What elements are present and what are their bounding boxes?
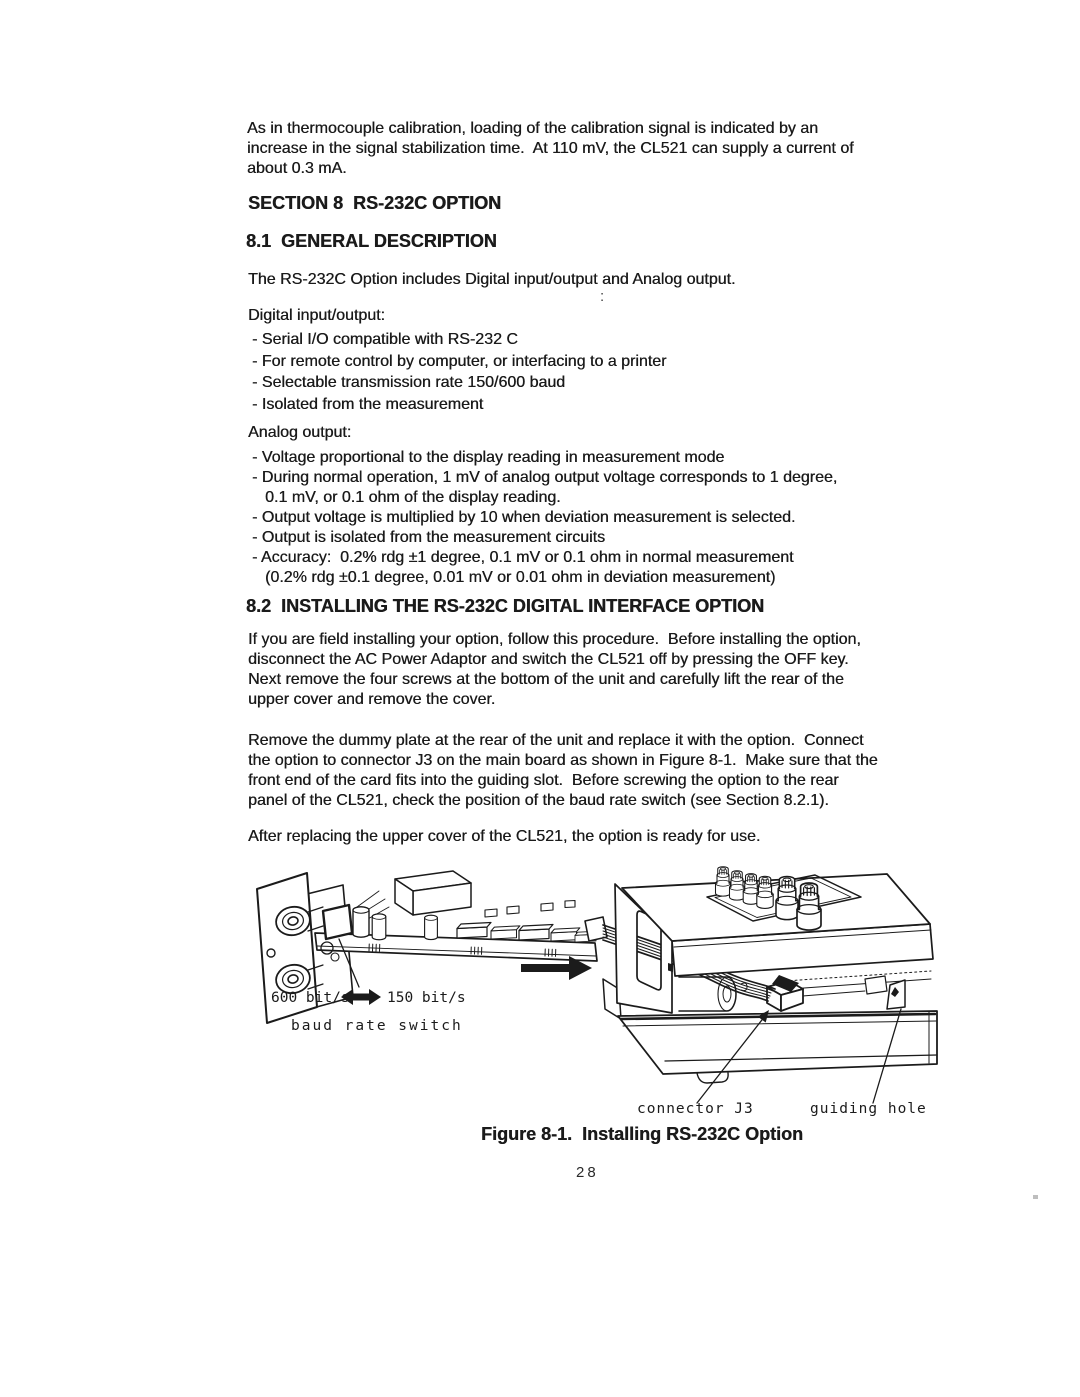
heading-8-1: 8.1 GENERAL DESCRIPTION xyxy=(246,231,497,251)
text-line: If you are field installing your option, follow this procedure. Before installing the option, xyxy=(248,631,861,648)
baud-rate-switch xyxy=(323,905,352,939)
unit-foot xyxy=(697,1073,728,1083)
list-item: - During normal operation, 1 mV of analog output voltage corresponds to 1 degree, xyxy=(252,469,838,486)
scan-artifact-colon: : xyxy=(600,288,605,305)
general-lead: The RS-232C Option includes Digital input/output and Analog output. xyxy=(248,271,736,288)
list-item-continuation: (0.2% rdg ±0.1 degree, 0.01 mV or 0.01 ohm in deviation measurement) xyxy=(265,569,776,586)
list-item: - Selectable transmission rate 150/600 baud xyxy=(252,374,566,391)
digital-io-list xyxy=(252,329,666,415)
text-line: Next remove the four screws at the bottom of the unit and carefully lift the rear of the xyxy=(248,671,844,688)
text-line: disconnect the AC Power Adaptor and switch the CL521 off by pressing the OFF key. xyxy=(248,651,849,668)
text-line: upper cover and remove the cover. xyxy=(248,691,496,708)
label-connector-j3: connector J3 xyxy=(637,1101,754,1117)
label-baud-150: 150 bit/s xyxy=(387,990,466,1006)
analog-output-label: Analog output: xyxy=(248,424,352,441)
text-line: front end of the card fits into the guiding slot. Before screwing the option to the rear xyxy=(248,772,839,789)
text-line: the option to connector J3 on the main board as shown in Figure 8-1. Make sure that the xyxy=(248,752,878,769)
section-8-heading: SECTION 8 RS-232C OPTION xyxy=(248,193,502,213)
intro-paragraph xyxy=(247,119,854,179)
list-item: - For remote control by computer, or interfacing to a printer xyxy=(252,352,667,370)
list-item: - Voltage proportional to the display reading in measurement mode xyxy=(252,449,725,466)
text-line: about 0.3 mA. xyxy=(247,160,347,177)
text-line: increase in the signal stabilization time. At 110 mV, the CL521 can supply a current of xyxy=(247,140,854,157)
label-guiding-hole: guiding hole xyxy=(810,1101,927,1117)
transformer-box xyxy=(395,871,471,915)
installing-paragraph-1 xyxy=(248,630,861,710)
digital-io-label: Digital input/output: xyxy=(248,307,385,324)
text-line: As in thermocouple calibration, loading of the calibration signal is indicated by an xyxy=(247,120,819,137)
guiding-hole-notch xyxy=(887,980,905,1009)
page-number: 28 xyxy=(576,1164,599,1181)
scan-artifact-speck xyxy=(1033,1195,1038,1199)
label-baud-rate-switch: baud rate switch xyxy=(291,1018,463,1034)
list-item: - Accuracy: 0.2% rdg ±1 degree, 0.1 mV or 0.1 ohm in normal measurement xyxy=(252,549,794,566)
list-item: - Serial I/O compatible with RS-232 C xyxy=(252,331,518,348)
text-line: panel of the CL521, check the position of the baud rate switch (see Section 8.2.1). xyxy=(248,792,829,809)
installing-paragraph-2 xyxy=(248,731,878,811)
analog-output-list xyxy=(252,448,837,588)
panel-hole xyxy=(267,949,275,957)
text-line: Remove the dummy plate at the rear of the unit and replace it with the option. Connect xyxy=(248,732,864,749)
label-baud-600: 600 bit/s xyxy=(271,990,350,1006)
list-item: - Output voltage is multiplied by 10 when deviation measurement is selected. xyxy=(252,509,796,526)
installing-paragraph-3: After replacing the upper cover of the CL521, the option is ready for use. xyxy=(248,828,761,845)
list-item-continuation: 0.1 mV, or 0.1 ohm of the display reading. xyxy=(265,489,561,506)
list-item: - Output is isolated from the measurement circuits xyxy=(252,529,606,546)
heading-8-2: 8.2 INSTALLING THE RS-232C DIGITAL INTERFACE OPTION xyxy=(246,596,765,616)
figure-8-1-illustration xyxy=(245,851,975,1131)
list-item: - Isolated from the measurement xyxy=(252,395,484,413)
figure-caption: Figure 8-1. Installing RS-232C Option xyxy=(480,1124,804,1144)
